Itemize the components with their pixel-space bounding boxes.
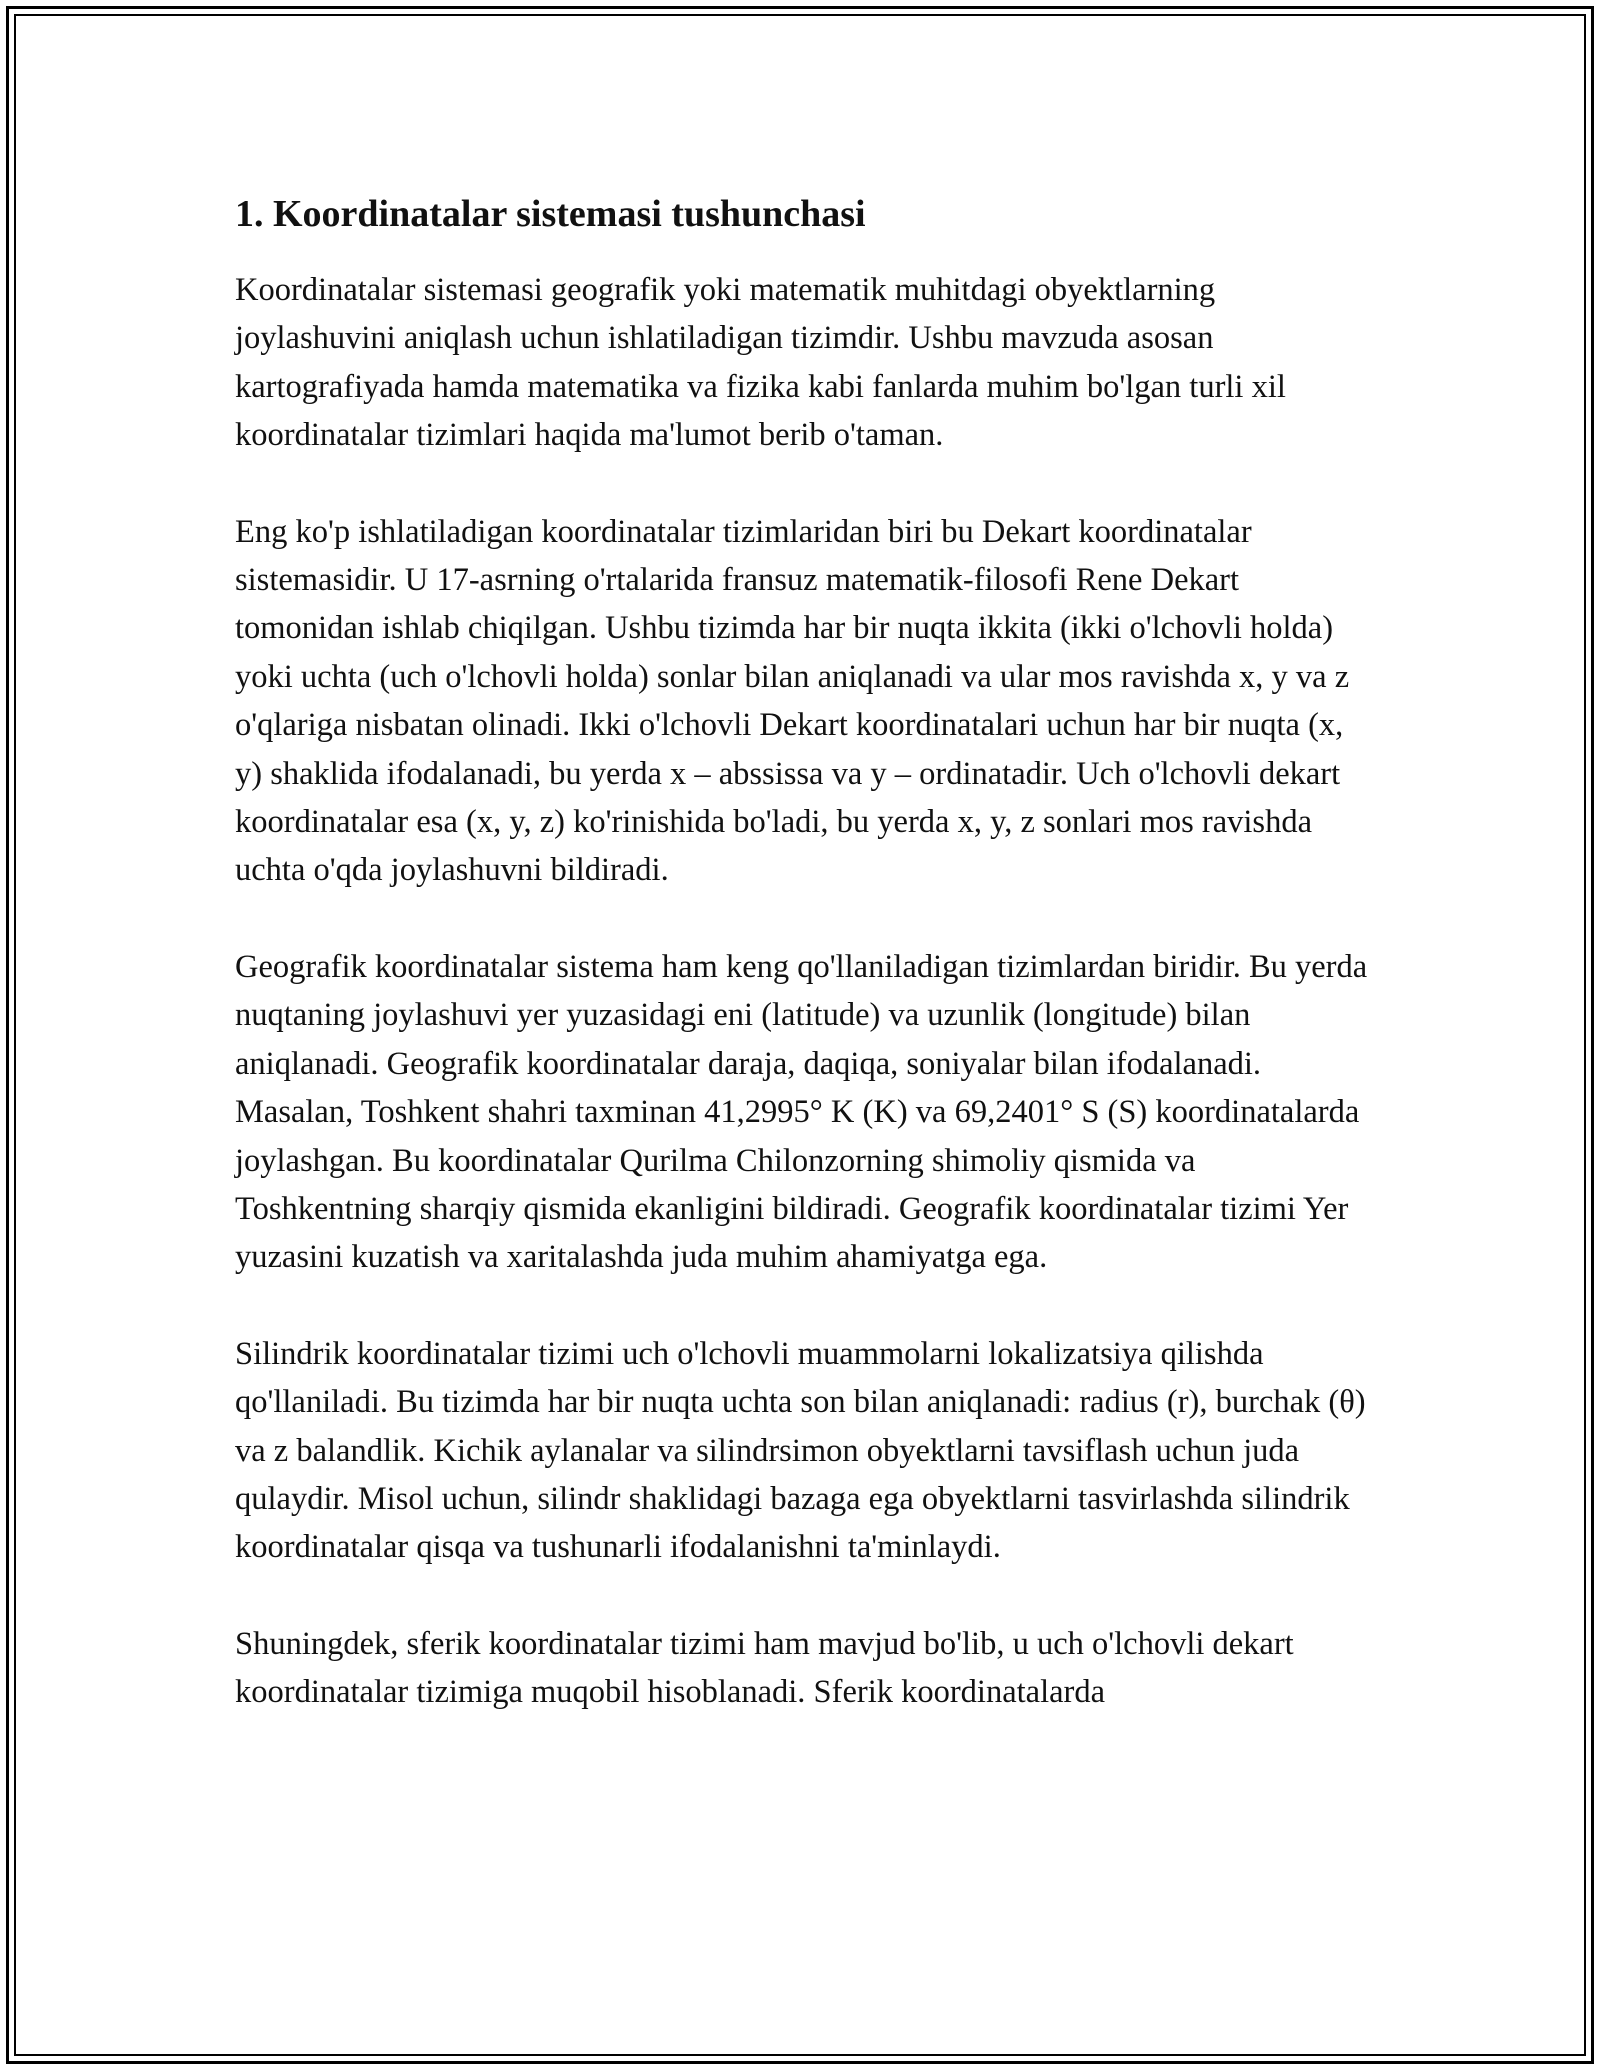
paragraph-cartesian: Eng ko'p ishlatiladigan koordinatalar tizimlaridan biri bu Dekart koordinatalar sistemasidir. U 17-asrning o'rtalarida fransuz matematik-filosofi Rene Dekart tomonidan ishlab chiqilgan. Ushbu tizimda har bir nuqta ikkita (ikki o'lchovli holda) yoki uchta (uch o'lchovli holda) sonlar bilan aniqlanadi va ular mos ravishda x, y va z o'qlariga nisbatan olinadi. Ikki o'lchovli Dekart koordinatalari uchun har bir nuqta (x, y) shaklida ifodalanadi, bu yerda x – abssissa va y – ordinatadir. Uch o'lchovli dekart koordinatalar esa (x, y, z) ko'rinishida bo'ladi, bu yerda x, y, z sonlari mos ravishda uchta o'qda joylashuvni bildiradi. bbox=[235, 513, 1350, 889]
paragraph-spherical: Shuningdek, sferik koordinatalar tizimi ham mavjud bo'lib, u uch o'lchovli dekart koordinatalar tizimiga muqobil hisoblanadi. Sferik koordinatalarda bbox=[235, 1625, 1294, 1711]
paragraph-intro: Koordinatalar sistemasi geografik yoki matematik muhitdagi obyektlarning joylashuvini aniqlash uchun ishlatiladigan tizimdir. Ushbu mavzuda asosan kartografiyada hamda matematika va fizika kabi fanlarda muhim bo'lgan turli xil koordinatalar tizimlari haqida ma'lumot berib o'taman. bbox=[235, 272, 1286, 454]
document-body bbox=[235, 186, 1375, 1765]
section-heading: 1. Koordinatalar sistemasi tushunchasi bbox=[235, 193, 866, 235]
paragraph-geographic: Geografik koordinatalar sistema ham keng qo'llaniladigan tizimlardan biridir. Bu yerda nuqtaning joylashuvi yer yuzasidagi eni (latitude) va uzunlik (longitude) bilan aniqlanadi. Geografik koordinatalar daraja, daqiqa, soniyalar bilan ifodalanadi. Masalan, Toshkent shahri taxminan 41,2995° K (K) va 69,2401° S (S) koordinatalarda joylashgan. Bu koordinatalar Qurilma Chilonzorning shimoliy qismida va Toshkentning sharqiy qismida ekanligini bildiradi. Geografik koordinatalar tizimi Yer yuzasini kuzatish va xaritalashda juda muhim ahamiyatga ega. bbox=[235, 948, 1368, 1276]
paragraph-cylindrical: Silindrik koordinatalar tizimi uch o'lchovli muammolarni lokalizatsiya qilishda qo'llaniladi. Bu tizimda har bir nuqta uchta son bilan aniqlanadi: radius (r), burchak (θ) va z balandlik. Kichik aylanalar va silindrsimon obyektlarni tavsiflash uchun juda qulaydir. Misol uchun, silindr shaklidagi bazaga ega obyektlarni tasvirlashda silindrik koordinatalar qisqa va tushunarli ifodalanishni ta'minlaydi. bbox=[235, 1335, 1366, 1566]
